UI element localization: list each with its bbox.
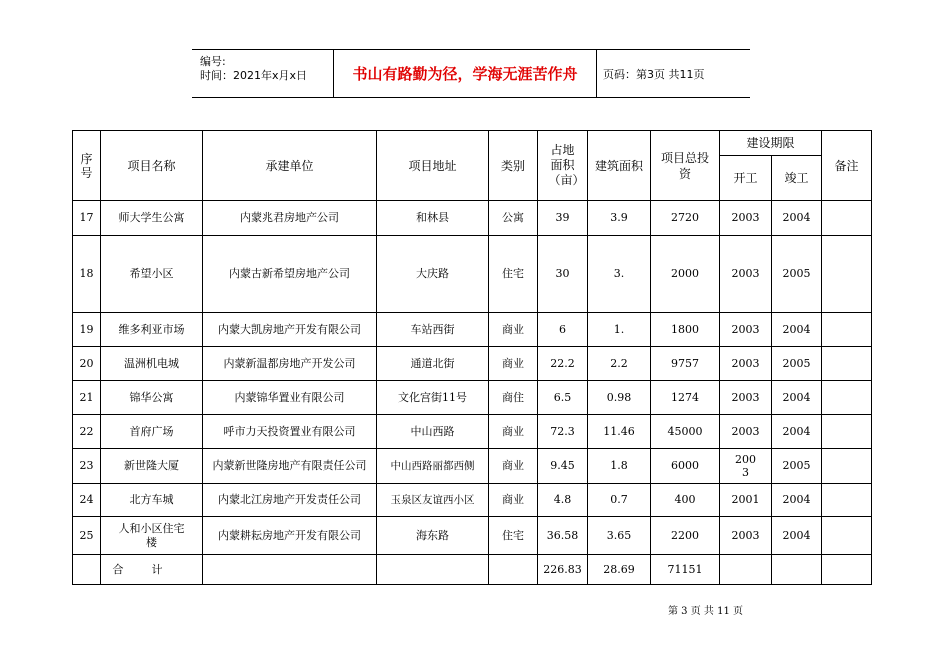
header-land-area: 占地面积（亩） bbox=[538, 131, 588, 201]
table-row: 25 人和小区住宅楼 内蒙耕耘房地产开发有限公司 海东路 住宅 36.58 3.65 2200 2003 2004 bbox=[73, 517, 872, 555]
header-start: 开工 bbox=[720, 156, 772, 201]
header-seq: 序号 bbox=[73, 131, 101, 201]
header-page-label: 页码：第3页 共11页 bbox=[603, 67, 705, 81]
table-row: 17 师大学生公寓 内蒙兆君房地产公司 和林县 公寓 39 3.9 2720 2003 2004 bbox=[73, 201, 872, 236]
document-header bbox=[192, 49, 750, 98]
header-name: 项目名称 bbox=[101, 131, 203, 201]
table-row: 21 锦华公寓 内蒙锦华置业有限公司 文化宫街11号 商住 6.5 0.98 1274 2003 2004 bbox=[73, 381, 872, 415]
header-build-area: 建筑面积 bbox=[588, 131, 651, 201]
total-label: 合计 bbox=[101, 555, 203, 585]
header-meta-cell bbox=[192, 50, 334, 97]
table-row: 19 维多利亚市场 内蒙大凯房地产开发有限公司 车站西街 商业 6 1. 1800 2003 2004 bbox=[73, 313, 872, 347]
project-table bbox=[72, 130, 872, 585]
header-finish: 竣工 bbox=[772, 156, 822, 201]
header-investment: 项目总投 资 bbox=[651, 131, 720, 201]
table-row: 22 首府广场 呼市力天投资置业有限公司 中山西路 商业 72.3 11.46 45000 2003 2004 bbox=[73, 415, 872, 449]
table-row: 24 北方车城 内蒙北江房地产开发责任公司 玉泉区友谊西小区 商业 4.8 0.7 400 2001 2004 bbox=[73, 484, 872, 517]
header-motto: 书山有路勤为径，学海无涯苦作舟 bbox=[334, 50, 597, 97]
time-label: 时间：2021年x月x日 bbox=[200, 69, 308, 82]
serial-label: 编号: bbox=[200, 55, 226, 68]
header-category: 类别 bbox=[489, 131, 538, 201]
header-builder: 承建单位 bbox=[203, 131, 377, 201]
header-period: 建设期限 bbox=[720, 131, 822, 156]
header-remark: 备注 bbox=[822, 131, 872, 201]
header-address: 项目地址 bbox=[377, 131, 489, 201]
table-row: 23 新世隆大厦 内蒙新世隆房地产有限责任公司 中山西路丽都西侧 商业 9.45 1.8 6000 2003 2005 bbox=[73, 449, 872, 484]
total-row: 合计 226.83 28.69 71151 bbox=[73, 555, 872, 585]
table-row: 18 希望小区 内蒙古新希望房地产公司 大庆路 住宅 30 3. 2000 2003 2005 bbox=[73, 236, 872, 313]
page-footer: 第 3 页 共 11 页 bbox=[668, 606, 743, 617]
table-row: 20 温洲机电城 内蒙新温都房地产开发公司 通道北街 商业 22.2 2.2 9757 2003 2005 bbox=[73, 347, 872, 381]
